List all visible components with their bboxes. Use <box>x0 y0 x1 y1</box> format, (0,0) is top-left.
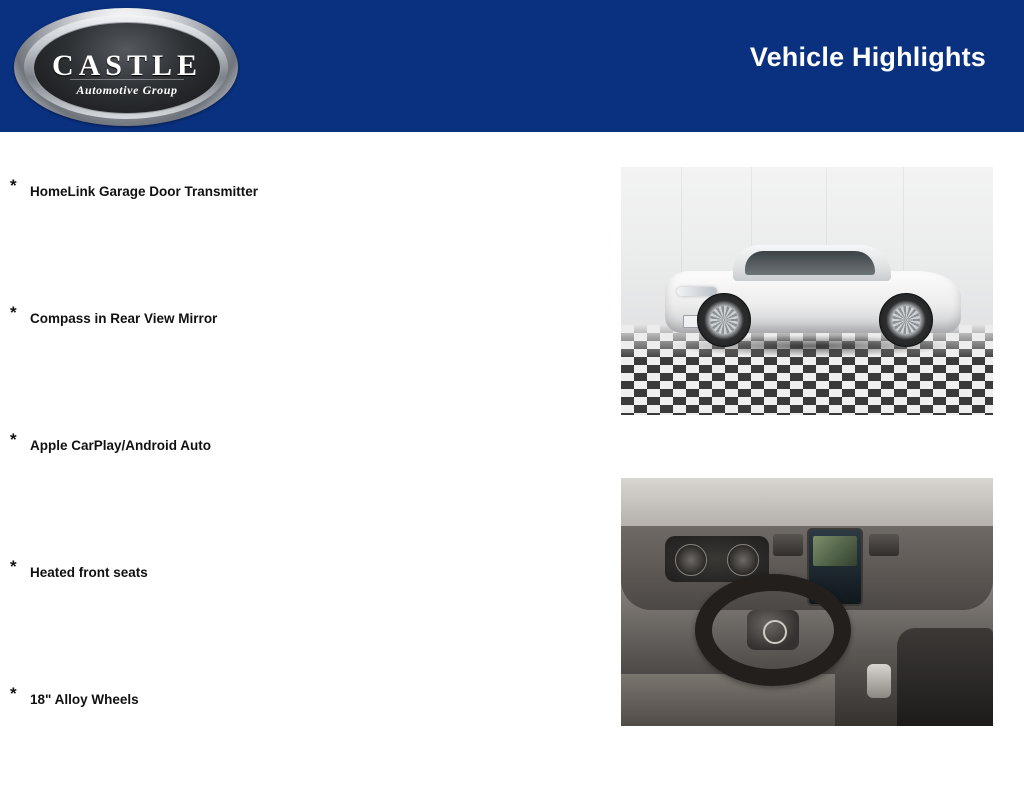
headlight <box>677 287 717 296</box>
page-title: Vehicle Highlights <box>749 42 986 72</box>
screen-map-area <box>813 536 857 566</box>
air-vent <box>869 534 899 556</box>
feature-label: Heated front seats <box>30 565 148 580</box>
page-header <box>0 0 1024 132</box>
air-vent <box>773 534 803 556</box>
car-windows <box>745 251 875 275</box>
bullet-icon: * <box>10 557 17 576</box>
front-wheel <box>697 293 751 347</box>
dealer-logo <box>14 8 238 126</box>
list-item <box>0 404 600 531</box>
logo-tagline-text: Automotive Group <box>76 83 178 97</box>
feature-label: 18" Alloy Wheels <box>30 692 139 707</box>
speedometer-dial <box>675 544 707 576</box>
feature-label: Apple CarPlay/Android Auto <box>30 438 212 453</box>
gear-shifter <box>867 664 891 698</box>
logo-divider <box>70 79 184 80</box>
bullet-icon: * <box>10 684 17 703</box>
windshield <box>621 478 993 532</box>
rear-wheel <box>879 293 933 347</box>
list-item <box>0 277 600 404</box>
floor-mat <box>621 674 851 726</box>
list-item <box>0 658 600 785</box>
feature-list <box>0 150 600 785</box>
vehicle-exterior-photo <box>621 167 993 415</box>
bullet-icon: * <box>10 303 17 322</box>
list-item <box>0 531 600 658</box>
vehicle-interior-photo <box>621 478 993 726</box>
logo-brand-text: CASTLE <box>51 49 203 82</box>
tachometer-dial <box>727 544 759 576</box>
logo-inner-oval <box>33 22 221 114</box>
bullet-icon: * <box>10 176 17 195</box>
list-item <box>0 150 600 277</box>
bullet-icon: * <box>10 430 17 449</box>
feature-label: HomeLink Garage Door Transmitter <box>30 184 259 199</box>
feature-label: Compass in Rear View Mirror <box>30 311 218 326</box>
passenger-seat <box>897 628 993 726</box>
steering-wheel-hub <box>747 610 799 650</box>
